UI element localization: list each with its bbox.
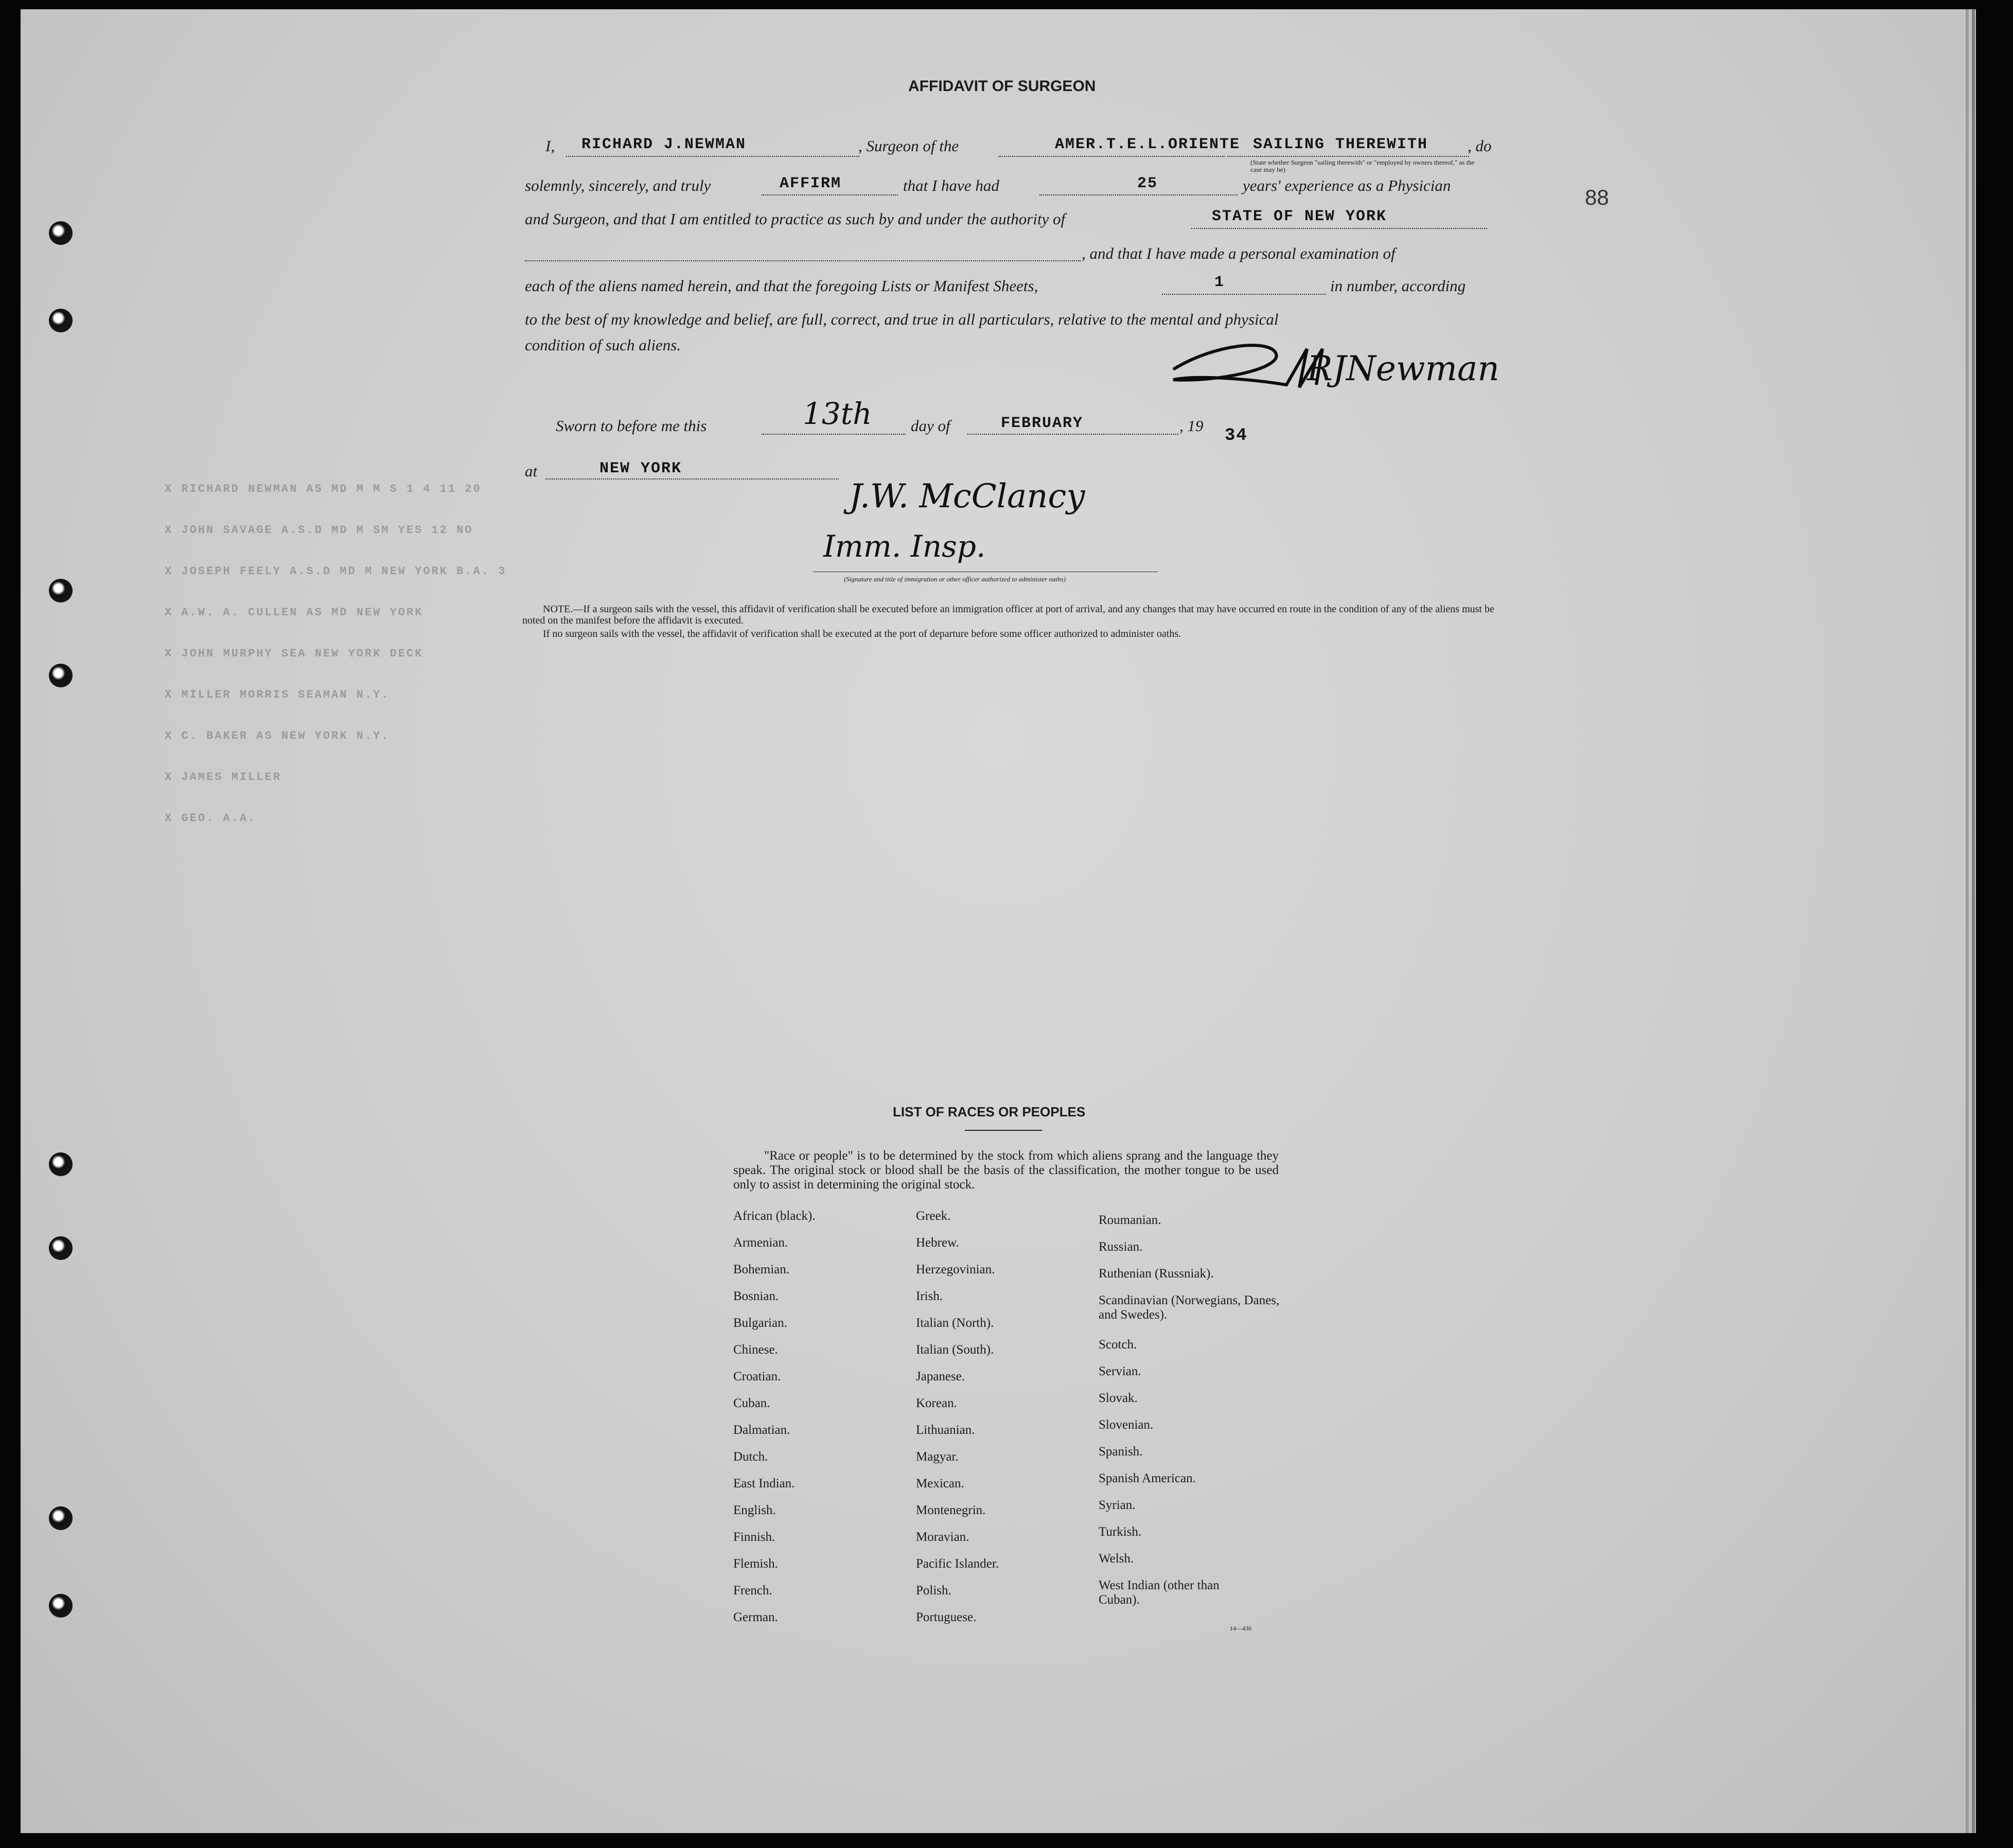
- list-item: West Indian (other than Cuban).: [1099, 1578, 1220, 1607]
- list-item: Roumanian.: [1099, 1213, 1161, 1227]
- officer-title: Imm. Insp.: [823, 529, 986, 564]
- text-fragment: Sworn to before me this: [556, 417, 707, 435]
- binder-hole-icon: [49, 1506, 73, 1530]
- text-fragment: , and that I have made a personal examination of: [1082, 244, 1396, 262]
- list-item: Hebrew.: [916, 1236, 959, 1250]
- sworn-year: 34: [1225, 426, 1248, 446]
- title-rule: [965, 1130, 1042, 1131]
- list-item: French.: [733, 1584, 772, 1597]
- text-fragment: I,: [545, 137, 555, 155]
- binder-hole-icon: [49, 1236, 73, 1260]
- list-item: English.: [733, 1503, 776, 1517]
- list-item: Ruthenian (Russniak).: [1099, 1267, 1214, 1281]
- list-item: Bulgarian.: [733, 1316, 787, 1330]
- list-item: Armenian.: [733, 1236, 788, 1250]
- list-item: Welsh.: [1099, 1552, 1134, 1566]
- sheets-value: 1: [1214, 274, 1225, 291]
- list-item: Dalmatian.: [733, 1423, 790, 1437]
- list-item: Finnish.: [733, 1530, 775, 1544]
- text-fragment: each of the aliens named herein, and that the foregoing Lists or Manifest Sheets,: [525, 277, 1038, 295]
- blank-line: [1191, 228, 1487, 229]
- list-item: Bohemian.: [733, 1263, 790, 1276]
- years-value: 25: [1137, 175, 1158, 192]
- blank-line: [545, 478, 839, 479]
- officer-signature: J.W. McClancy: [849, 477, 1085, 516]
- list-item: Moravian.: [916, 1530, 969, 1544]
- note-paragraph-1: NOTE.—If a surgeon sails with the vessel, this affidavit of verification shall be executed before an immigration officer at port of arrival, and any changes that may have occurred en route in the condition of any of the aliens must be noted on the manifest before the affidavit is executed.: [522, 603, 1494, 626]
- bleedthrough-line: X JOHN MURPHY SEA NEW YORK DECK: [165, 647, 423, 660]
- list-item: Magyar.: [916, 1450, 959, 1464]
- list-item: Pacific Islander.: [916, 1557, 999, 1571]
- text-fragment: solemnly, sincerely, and truly: [525, 176, 711, 194]
- affirm-value: AFFIRM: [780, 175, 842, 192]
- list-item: Turkish.: [1099, 1525, 1142, 1539]
- bleedthrough-line: X C. BAKER AS NEW YORK N.Y.: [165, 730, 390, 742]
- document-page: [21, 9, 1976, 1833]
- bleedthrough-line: X GEO. A.A.: [165, 812, 257, 825]
- sailing-status: SAILING THEREWITH: [1253, 136, 1428, 153]
- text-fragment: , Surgeon of the: [858, 137, 959, 155]
- affidavit-title: AFFIDAVIT OF SURGEON: [908, 78, 1096, 95]
- binder-hole-icon: [49, 579, 73, 602]
- text-fragment: , do: [1468, 137, 1492, 155]
- list-item: Chinese.: [733, 1343, 778, 1357]
- list-item: Spanish.: [1099, 1445, 1143, 1459]
- page-edge: [1966, 9, 1969, 1833]
- list-item: Japanese.: [916, 1370, 965, 1383]
- list-item: Greek.: [916, 1209, 951, 1223]
- list-item: Lithuanian.: [916, 1423, 975, 1437]
- bleedthrough-line: X A.W. A. CULLEN AS MD NEW YORK: [165, 606, 423, 619]
- list-item: Irish.: [916, 1289, 943, 1303]
- bleedthrough-line: X JAMES MILLER: [165, 771, 281, 784]
- list-item: Servian.: [1099, 1364, 1141, 1378]
- text-fragment: years' experience as a Physician: [1243, 176, 1451, 194]
- list-item: Mexican.: [916, 1477, 964, 1490]
- list-item: Scotch.: [1099, 1338, 1137, 1352]
- text-fragment: condition of such aliens.: [525, 336, 681, 354]
- list-item: Slovak.: [1099, 1391, 1138, 1405]
- binder-hole-icon: [49, 664, 73, 687]
- blank-line: [762, 434, 906, 435]
- vessel-name: AMER.T.E.L.ORIENTE: [1055, 136, 1241, 153]
- binder-hole-icon: [49, 1152, 73, 1176]
- blank-line: [525, 260, 1081, 261]
- text-fragment: in number, according: [1330, 277, 1466, 295]
- list-item: Polish.: [916, 1584, 951, 1597]
- list-item: Portuguese.: [916, 1610, 977, 1624]
- binder-hole-icon: [49, 221, 73, 245]
- list-item: Cuban.: [733, 1396, 770, 1410]
- sworn-month: FEBRUARY: [1001, 415, 1084, 432]
- signature-stroke: [1173, 345, 1322, 387]
- list-item: Bosnian.: [733, 1289, 779, 1303]
- list-item: German.: [733, 1610, 778, 1624]
- blank-line: [998, 156, 1225, 157]
- list-item: African (black).: [733, 1209, 816, 1223]
- list-item: Slovenian.: [1099, 1418, 1154, 1432]
- blank-line: [1039, 194, 1238, 196]
- sworn-day: 13th: [803, 396, 872, 431]
- races-title: LIST OF RACES OR PEOPLES: [893, 1104, 1086, 1120]
- list-item: Italian (South).: [916, 1343, 994, 1357]
- surgeon-signature-text: RJNewman: [1307, 349, 1499, 388]
- list-item: East Indian.: [733, 1477, 795, 1490]
- list-item: Korean.: [916, 1396, 957, 1410]
- list-item: Croatian.: [733, 1370, 781, 1383]
- list-item: Italian (North).: [916, 1316, 994, 1330]
- blank-line: [1162, 294, 1326, 295]
- form-number: 14—430: [1230, 1625, 1251, 1632]
- place-value: NEW YORK: [599, 460, 682, 477]
- list-item: Herzegovinian.: [916, 1263, 995, 1276]
- text-fragment: to the best of my knowledge and belief, are full, correct, and true in all particulars, relative to the mental and physical: [525, 310, 1279, 328]
- binder-hole-icon: [49, 1594, 73, 1618]
- blank-line: [762, 194, 898, 196]
- page-edge: [1972, 9, 1975, 1833]
- text-fragment: that I have had: [903, 176, 999, 194]
- list-item: Montenegrin.: [916, 1503, 986, 1517]
- bleedthrough-line: X MILLER MORRIS SEAMAN N.Y.: [165, 688, 390, 701]
- list-item: Flemish.: [733, 1557, 778, 1571]
- officer-caption: (Signature and title of immigration or other officer authorized to administer oaths): [844, 575, 1066, 583]
- races-intro: "Race or people" is to be determined by the stock from which aliens sprang and the language they speak. The original stock or blood shall be the basis of the classification, the mother tongue to be used only to assist in determining the original stock.: [733, 1149, 1279, 1192]
- blank-line: [967, 434, 1178, 435]
- bleedthrough-line: X RICHARD NEWMAN AS MD M M S 1 4 11 20: [165, 483, 482, 495]
- surgeon-name: RICHARD J.NEWMAN: [581, 136, 747, 153]
- bleedthrough-line: X JOSEPH FEELY A.S.D MD M NEW YORK B.A. 3: [165, 565, 507, 578]
- authority-value: STATE OF NEW YORK: [1212, 208, 1387, 225]
- text-fragment: day of: [911, 417, 950, 435]
- text-fragment: , 19: [1179, 417, 1204, 435]
- list-item: Syrian.: [1099, 1498, 1136, 1512]
- sailing-note: (State whether Surgeon "sailing therewith" or "employed by owners thereof," as the case may be): [1250, 158, 1475, 173]
- blank-line: [1227, 156, 1469, 157]
- page-number: 88: [1585, 185, 1609, 209]
- list-item: Russian.: [1099, 1240, 1143, 1254]
- text-fragment: and Surgeon, and that I am entitled to practice as such by and under the authority of: [525, 210, 1066, 228]
- text-fragment: at: [525, 462, 538, 480]
- list-item: Dutch.: [733, 1450, 768, 1464]
- binder-hole-icon: [49, 309, 73, 332]
- blank-line: [566, 156, 859, 157]
- list-item: Spanish American.: [1099, 1471, 1196, 1485]
- bleedthrough-line: X JOHN SAVAGE A.S.D MD M SM YES 12 NO: [165, 524, 473, 537]
- note-paragraph-2: If no surgeon sails with the vessel, the affidavit of verification shall be executed at the port of departure before some officer authorized to administer oaths.: [543, 628, 1181, 639]
- list-item: Scandinavian (Norwegians, Danes, and Swedes).: [1099, 1293, 1280, 1322]
